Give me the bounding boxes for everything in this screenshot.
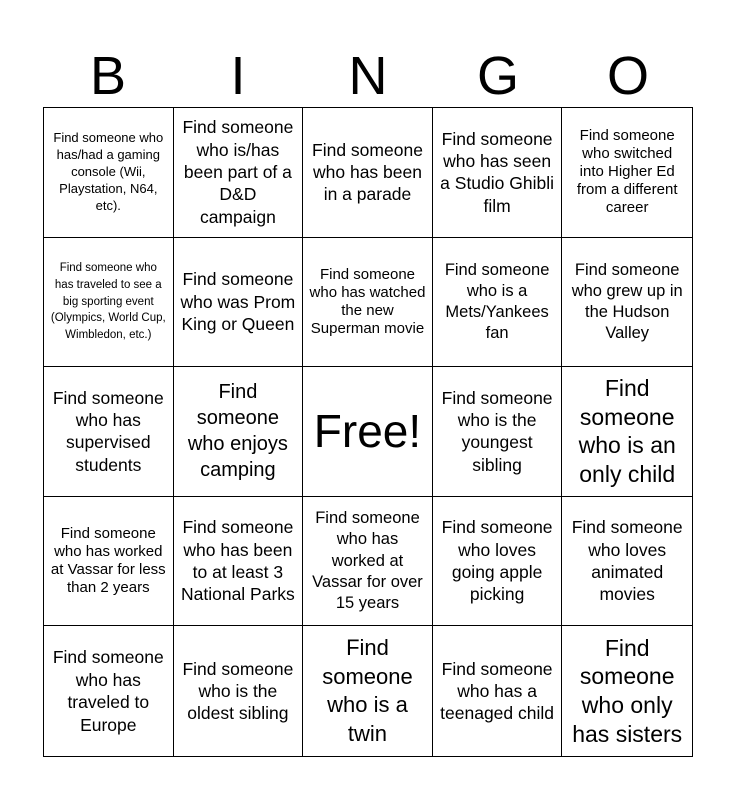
bingo-cell: Find someone who has watched the new Superman movie: [303, 238, 433, 368]
header-letter-b: B: [89, 46, 127, 106]
bingo-cell: Find someone who loves animated movies: [562, 497, 692, 627]
bingo-cell: Find someone who is/has been part of a D&D campaign: [174, 108, 304, 238]
bingo-cell: Find someone who is the youngest sibling: [433, 367, 563, 497]
header-letter-i: I: [230, 46, 246, 106]
bingo-cell: Find someone who switched into Higher Ed from a different career: [562, 108, 692, 238]
bingo-cell: Find someone who is the oldest sibling: [174, 626, 304, 756]
bingo-cell: Find someone who was Prom King or Queen: [174, 238, 304, 368]
header-letter-g: G: [476, 46, 519, 106]
bingo-cell: Find someone who is a Mets/Yankees fan: [433, 238, 563, 368]
bingo-cell: Find someone who is an only child: [562, 367, 692, 497]
bingo-cell: Find someone who has traveled to Europe: [44, 626, 174, 756]
bingo-cell: Find someone who loves going apple picking: [433, 497, 563, 627]
bingo-cell: Find someone who is a twin: [303, 626, 433, 756]
bingo-cell: Find someone who has been to at least 3 National Parks: [174, 497, 304, 627]
bingo-header: [43, 44, 693, 108]
bingo-cell: Find someone who grew up in the Hudson Valley: [562, 238, 692, 368]
bingo-grid: [43, 107, 693, 757]
bingo-cell: Find someone who has worked at Vassar for less than 2 years: [44, 497, 174, 627]
bingo-cell: Find someone who has/had a gaming console (Wii, Playstation, N64, etc).: [44, 108, 174, 238]
bingo-cell: Find someone who has supervised students: [44, 367, 174, 497]
bingo-cell: Find someone who only has sisters: [572, 634, 683, 747]
bingo-cell: Find someone who enjoys camping: [174, 367, 304, 497]
bingo-cell: Find someone who has traveled to see a big sporting event (Olympics, World Cup, Wimbledon, etc.): [44, 238, 174, 368]
header-letter-o: O: [606, 46, 649, 106]
free-space: Free!: [303, 367, 433, 497]
bingo-cell: Find someone who has been in a parade: [303, 108, 433, 238]
header-letter-n: N: [348, 46, 388, 106]
bingo-cell: Find someone who has seen a Studio Ghibli film: [433, 108, 563, 238]
bingo-cell: Find someone who has a teenaged child: [433, 626, 563, 756]
bingo-cell: Find someone who has worked at Vassar for over 15 years: [303, 497, 433, 627]
